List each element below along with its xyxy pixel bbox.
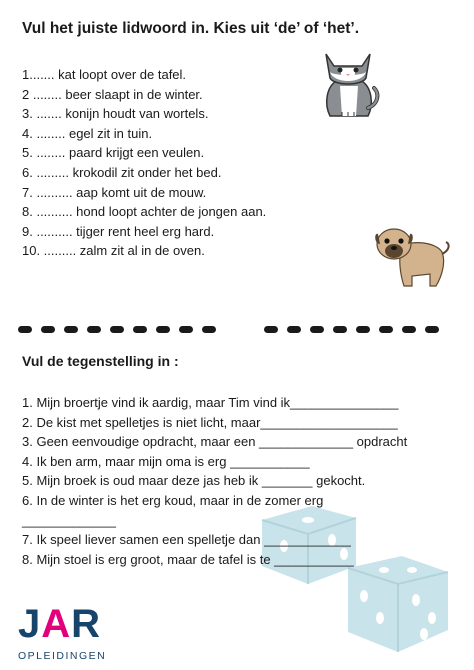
exercise-item: 2 ........ beer slaapt in de winter.: [22, 86, 203, 102]
exercise-item: 1....... kat loopt over de tafel.: [22, 67, 187, 82]
exercise-item: 5. ........ paard krijgt een veulen.: [22, 145, 205, 161]
logo-subtitle: OPLEIDINGEN: [18, 650, 107, 662]
exercise-item: 1. Mijn broertje vind ik aardig, maar Tim vind ik_______________: [22, 395, 399, 410]
exercise-item: 3. Geen eenvoudige opdracht, maar een _____________ opdracht: [22, 434, 408, 450]
exercise-item: 7. Ik speel liever samen een spelletje dan ____________: [22, 532, 351, 548]
exercise-item: 8. Mijn stoel is erg groot, maar de tafel is te ___________: [22, 551, 354, 567]
exercise-item: 6. ......... krokodil zit onder het bed.: [22, 164, 222, 180]
exercise-item: 3. ....... konijn houdt van wortels.: [22, 106, 209, 122]
exercise-item: _____________: [22, 512, 116, 528]
logo-wordmark: JAR: [18, 602, 102, 646]
exercise-item: 5. Mijn broek is oud maar deze jas heb ik _______ gekocht.: [22, 473, 366, 489]
exercise-item: 7. .......... aap komt uit de mouw.: [22, 184, 207, 200]
opposites-exercise-list: [22, 393, 407, 569]
jar-logo: [18, 604, 106, 662]
exercise-item: 2. De kist met spelletjes is niet licht, maar___________________: [22, 414, 398, 430]
pug-illustration: [372, 222, 452, 290]
exercise-item: 4. ........ egel zit in tuin.: [22, 125, 153, 141]
exercise-item: 10. ......... zalm zit al in de oven.: [22, 243, 205, 259]
dotted-divider-left: [18, 323, 216, 337]
exercise-item: 8. .......... hond loopt achter de jongen aan.: [22, 204, 267, 220]
section-title-opposites: Vul de tegenstelling in :: [22, 353, 179, 369]
worksheet-title: Vul het juiste lidwoord in. Kies uit ‘de’ of ‘het’.: [22, 20, 360, 37]
dotted-divider-right: [264, 323, 439, 337]
exercise-item: 6. In de winter is het erg koud, maar in de zomer erg: [22, 492, 324, 508]
cat-illustration: [316, 46, 382, 118]
exercise-item: 4. Ik ben arm, maar mijn oma is erg ___________: [22, 453, 310, 469]
exercise-item: 9. .......... tijger rent heel erg hard.: [22, 223, 215, 239]
article-exercise-list: [22, 65, 266, 261]
